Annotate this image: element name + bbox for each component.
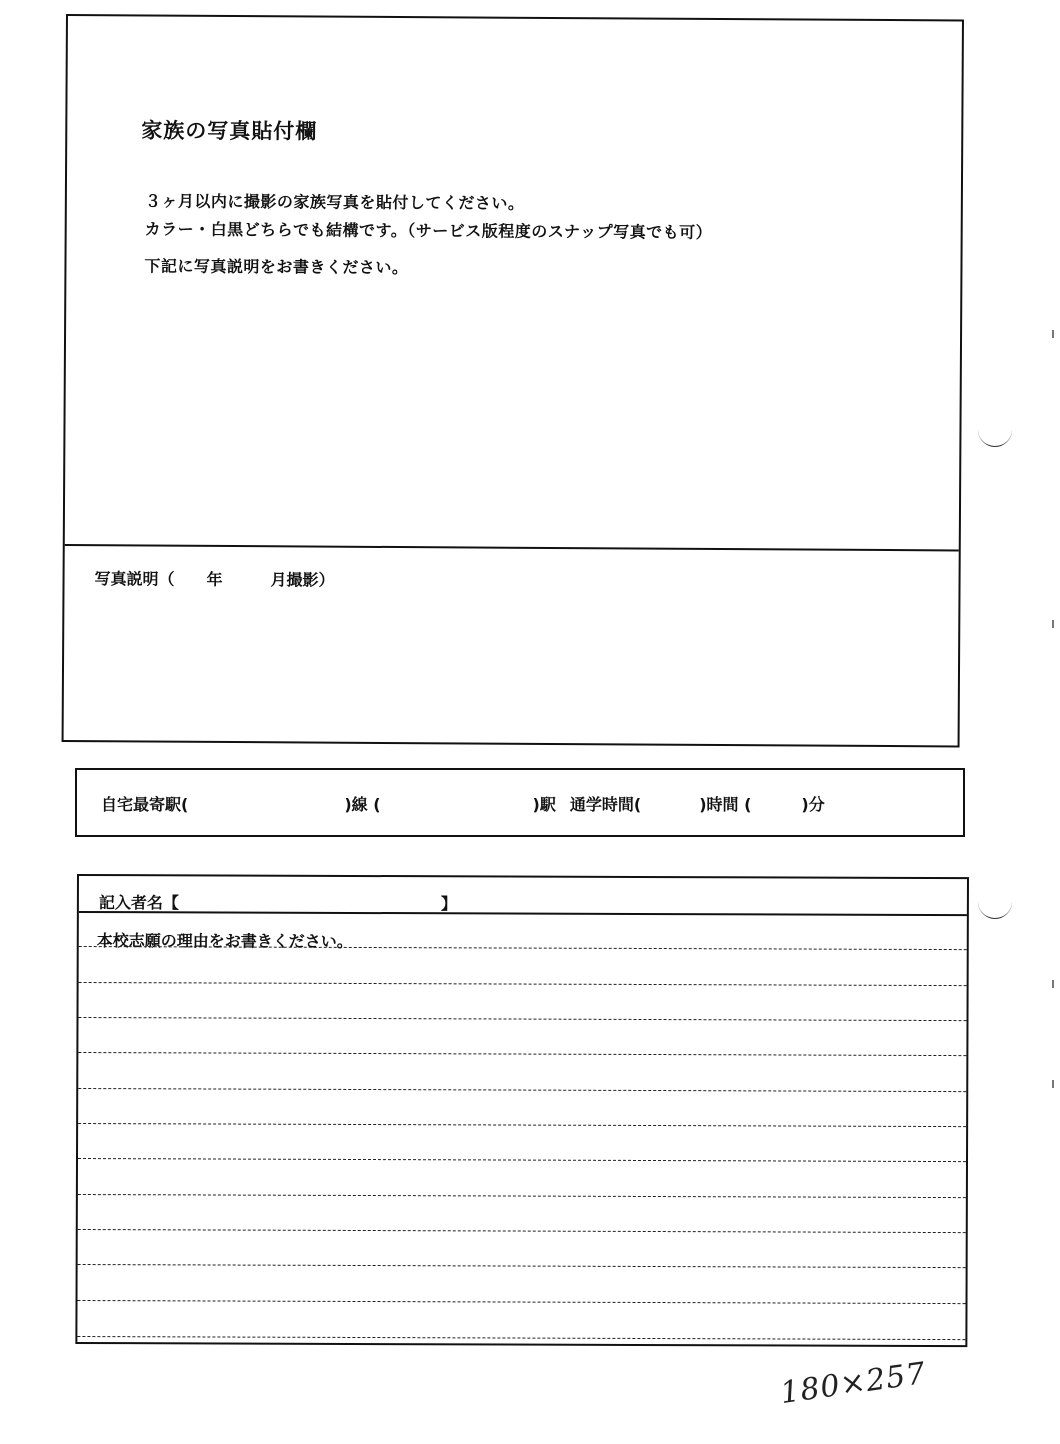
scan-speck [1052, 980, 1054, 988]
commute-time-label: 通学時間( [569, 795, 642, 814]
photo-paste-area[interactable] [65, 276, 961, 541]
reason-writing-area[interactable] [77, 876, 967, 1345]
ruled-line [78, 1123, 966, 1127]
minutes-field[interactable] [751, 795, 801, 814]
ruled-line [78, 1264, 966, 1268]
ruled-line [77, 1336, 965, 1340]
scan-speck [1052, 620, 1054, 628]
writer-name-close-bracket: 】 [440, 894, 457, 914]
photo-caption-field[interactable] [84, 596, 939, 731]
ruled-line [78, 1017, 966, 1021]
family-photo-box [62, 14, 964, 747]
reason-prompt: 本校志願の理由をお書きください。 [96, 931, 353, 951]
scan-speck [1052, 1080, 1054, 1088]
binder-hole-mark [978, 900, 1012, 919]
nearest-station-label: 自宅最寄駅( [101, 795, 189, 814]
binder-hole-mark [978, 428, 1012, 447]
ruled-line [79, 982, 967, 986]
commute-row [101, 792, 825, 815]
writer-name-label: 記入者名【 [98, 893, 179, 913]
hours-label: )時間 ( [699, 795, 752, 814]
photo-caption-label: 写真説明（ 年 月撮影） [94, 569, 335, 590]
ruled-line [78, 1088, 966, 1092]
hours-field[interactable] [641, 795, 699, 814]
station-suffix-label: )駅 [532, 795, 556, 814]
station-field[interactable] [188, 795, 344, 814]
ruled-line [78, 1052, 966, 1056]
ruled-line [78, 1158, 966, 1162]
application-reason-box [75, 874, 969, 1347]
ruled-line [79, 946, 967, 950]
minutes-label: )分 [801, 795, 825, 814]
ruled-line [78, 1229, 966, 1233]
ruled-line [78, 1194, 966, 1198]
photo-caption-divider [65, 544, 959, 551]
instruction-line: 下記に写真説明をお書きください。 [144, 256, 409, 278]
ruled-line [78, 1300, 966, 1304]
commute-info-box [75, 768, 965, 837]
line-field[interactable] [381, 795, 533, 814]
instruction-line: ３ヶ月以内に撮影の家族写真を貼付してください。 [144, 191, 525, 213]
handwritten-size-note: 180×257 [778, 1355, 929, 1412]
line-label: )線 ( [344, 795, 381, 814]
photo-section-title: 家族の写真貼付欄 [141, 118, 318, 144]
scan-speck [1052, 330, 1054, 338]
instruction-line: カラー・白黒どちらでも結構です。（サービス版程度のスナップ写真でも可） [144, 219, 713, 242]
